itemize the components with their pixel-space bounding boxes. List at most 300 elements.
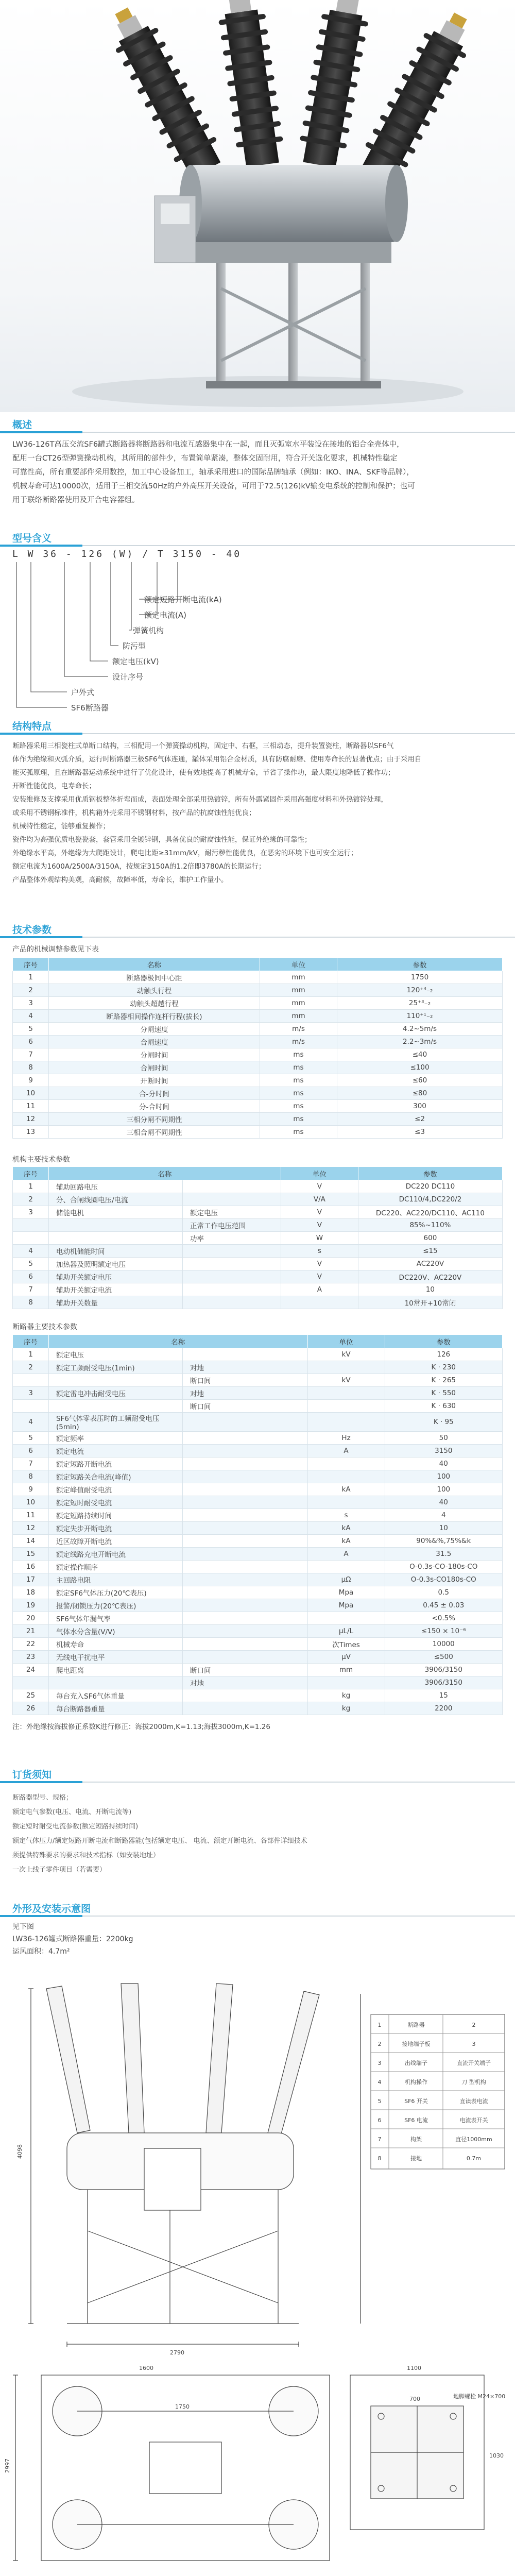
row-index: 5 [13,1023,49,1036]
row-unit: ms [260,1048,337,1061]
table-row [13,1483,503,1496]
dim-label: 2997 [4,2459,11,2473]
row-name: 额定操作顺序 [49,1561,183,1573]
row-unit: A [281,1283,358,1296]
row-name: 合-分时间 [49,1087,260,1100]
mechanical-params-table [12,957,503,1139]
row-name: 每台充入SF6气体重量 [49,1689,183,1702]
row-name: SF6气体年漏气率 [49,1612,183,1625]
model-divider [0,545,515,546]
row-value: ≤3 [337,1126,503,1139]
structure-line: 体作为绝缘和灭弧介质，运行时断路器三极SF6气体连通，罐体采用铝合金材质，具有防腐耐磨、使用寿命长的显著优点；由于采用自 [12,755,422,764]
row-index: 1 [13,971,49,984]
table-row [13,1400,503,1413]
overview-line: 可靠性高，所有重要部件采用数控，加工中心设备加工，轴承采用进口的国际品牌轴承（例如：IKO、INA、SKF等品牌）， [12,468,414,477]
row-unit [307,1676,385,1689]
table3-body [13,1348,503,1715]
row-subname [183,1509,308,1522]
row-value: 3150 [385,1445,502,1458]
row-index: 8 [13,1470,49,1483]
row-index: 3 [13,997,49,1010]
row-value: 120⁺⁴₋₂ [337,984,503,997]
row-index: 17 [13,1573,49,1586]
row-subname [183,1270,281,1283]
row-unit: kV [307,1374,385,1387]
row-value: 1750 [337,971,503,984]
table-row [13,1270,503,1283]
col-header: 参数 [385,1335,502,1348]
table-row [13,1638,503,1651]
row-subname [183,1535,308,1548]
col-header: 单位 [260,958,337,971]
row-unit: Mpa [307,1586,385,1599]
breaker-params-table [12,1334,503,1715]
dim-label: 1750 [175,2403,190,2410]
table-row [13,1522,503,1535]
table-row [13,1586,503,1599]
legend-cell: 3 [472,2041,476,2047]
table-row [13,1074,503,1087]
row-unit [307,1413,385,1432]
row-value: ≤150 × 10⁻⁶ [385,1625,502,1638]
row-value: AC220V [358,1258,502,1270]
table-row [13,1470,503,1483]
col-header: 名称 [49,1335,308,1348]
structure-line: 外绝缘水平高，外绝缘为大爬距设计，爬电比距≥31mm/kV，耐污秽性能优良，在恶劣的环境下也可安全运行； [12,849,358,857]
legend-cell: 直流开关端子 [457,2060,491,2066]
row-name: 额定短路关合电流(峰值) [49,1470,183,1483]
row-unit: m/s [260,1036,337,1048]
row-name: 辅助回路电压 [49,1180,183,1193]
row-unit: A [307,1548,385,1561]
row-name: 额定工频耐受电压(1min) [49,1361,183,1374]
row-value: 10 [385,1522,502,1535]
row-unit: m/s [260,1023,337,1036]
row-name: 三相合闸不同期性 [49,1126,260,1139]
row-name: 辅助开关额定电压 [49,1270,183,1283]
row-name: 近区故障开断电流 [49,1535,183,1548]
model-code: L W 36 - 126 (W) / T 3150 - 40 [12,549,242,560]
row-name: 额定SF6气体压力(20℃表压) [49,1586,183,1599]
row-index [13,1400,49,1413]
row-value: 0.45 ± 0.03 [385,1599,502,1612]
row-subname: 断口间 [183,1664,308,1676]
order-item: 额定短时耐受电流参数(额定短路持续时间) [12,1823,139,1831]
row-unit [307,1361,385,1374]
row-value: 4 [385,1509,502,1522]
row-unit [281,1296,358,1309]
row-name: 气体水分含量(V/V) [49,1625,183,1638]
row-index: 12 [13,1113,49,1126]
row-name [49,1219,183,1232]
overview-line: 配用一台CT26型弹簧操动机构，其所用的部件少，布置简单紧凑，整体交固耐用，符合开关选化要求，机械特性稳定 [12,454,398,463]
row-index: 6 [13,1036,49,1048]
row-name: 额定线路充电开断电流 [49,1548,183,1561]
row-unit: 次Times [307,1638,385,1651]
row-unit: mm [260,971,337,984]
table-row [13,997,503,1010]
structure-title: 结构特点 [12,721,52,732]
install-line: LW36-126罐式断路器重量：2200kg [12,1935,133,1943]
row-unit: V [281,1219,358,1232]
row-value: O-0.3s-CO180s-CO [385,1573,502,1586]
row-subname [183,1348,308,1361]
row-value: 2200 [385,1702,502,1715]
table-row [13,1126,503,1139]
row-index: 16 [13,1561,49,1573]
row-subname [183,1573,308,1586]
row-index: 8 [13,1061,49,1074]
table-row [13,1413,503,1432]
table-row [13,1245,503,1258]
row-subname [183,1470,308,1483]
row-index: 23 [13,1651,49,1664]
row-value: 110⁺¹₋₂ [337,1010,503,1023]
row-unit [307,1400,385,1413]
row-subname [183,1625,308,1638]
install-text [12,1921,503,1958]
row-value: 15 [385,1689,502,1702]
row-name: 合闸速度 [49,1036,260,1048]
row-subname: 功率 [183,1232,281,1245]
row-subname [183,1258,281,1270]
row-index: 10 [13,1496,49,1509]
model-label: 弹簧机构 [133,626,164,635]
row-unit: mm [260,1010,337,1023]
table-row [13,1023,503,1036]
row-index: 11 [13,1100,49,1113]
row-name: 开断时间 [49,1074,260,1087]
legend-cell: 8 [377,2155,382,2162]
model-label: 户外式 [71,688,95,697]
install-line: 运风面积：4.7m² [12,1947,70,1956]
row-subname [183,1702,308,1715]
row-subname: 额定电压 [183,1206,281,1219]
legend-cell: 0.7m [466,2155,482,2162]
model-title: 型号含义 [12,533,52,544]
legend-cell: 刀 型机构 [461,2079,486,2086]
row-value: 2.2~3m/s [337,1036,503,1048]
row-name: 额定雷电冲击耐受电压 [49,1387,183,1400]
row-index: 6 [13,1270,49,1283]
row-value: ≤40 [337,1048,503,1061]
row-unit [307,1458,385,1470]
row-name: 无线电干扰电平 [49,1651,183,1664]
row-index: 21 [13,1625,49,1638]
row-unit: s [281,1245,358,1258]
row-unit: V [281,1258,358,1270]
row-value: ≤500 [385,1651,502,1664]
row-value: K · 265 [385,1374,502,1387]
row-index: 2 [13,984,49,997]
row-value: 600 [358,1232,502,1245]
row-unit [307,1561,385,1573]
legend-cell: 2 [472,2022,476,2028]
row-index: 5 [13,1432,49,1445]
col-header: 序号 [13,958,49,971]
table-row [13,1664,503,1676]
table-row [13,1548,503,1561]
row-index: 4 [13,1245,49,1258]
row-value: 90%&%,75%&k [385,1535,502,1548]
col-header: 参数 [337,958,503,971]
row-subname: 断口间 [183,1400,308,1413]
table-row [13,1296,503,1309]
row-index: 4 [13,1413,49,1432]
model-code-lines [0,549,515,750]
row-name: 分-合时间 [49,1100,260,1113]
table-row [13,1232,503,1245]
row-subname [183,1432,308,1445]
table-row [13,1219,503,1232]
col-header: 序号 [13,1335,49,1348]
table-row [13,1651,503,1664]
row-value: 100 [385,1483,502,1496]
overview-line: 机械寿命可达10000次，适用于三相交流50Hz的户外高压开关设备，可用于72.5(126)kV输变电系统的控制和保护；也可 [12,482,415,490]
table3-caption: 断路器主要技术参数 [12,1323,77,1331]
mechanism-params-table [12,1166,503,1309]
model-label: 设计序号 [112,672,144,682]
overview-divider [0,432,515,433]
order-item: 须提供特殊要求的要求和技术指标（如安装地址） [12,1852,160,1859]
row-name: 分、合闸线圈电压/电流 [49,1193,183,1206]
row-name: 额定频率 [49,1432,183,1445]
row-name [49,1400,183,1413]
row-unit: ms [260,1074,337,1087]
row-value: ≤60 [337,1074,503,1087]
legend-cell: 6 [377,2117,382,2124]
structure-line: 能灭弧原理，且在断路器运动系统中进行了优化设计，使有效地提高了机械寿命，节省了操作功，最大限度地降低了操作功； [12,769,395,777]
structure-line: 额定电流为1600A/2500A/3150A，按规定3150A的1.2倍即3780A的长期运行； [12,862,266,871]
altitude-note: 注：外绝缘按海拔修正系数K进行修正：海拔2000m,K=1.13;海拔3000m,K=1.26 [12,1723,270,1731]
row-unit: kA [307,1535,385,1548]
row-value: ≤15 [358,1245,502,1258]
table-row [13,1100,503,1113]
row-unit: ms [260,1061,337,1074]
row-name: 额定电流 [49,1445,183,1458]
row-index: 7 [13,1283,49,1296]
row-unit: μΩ [307,1573,385,1586]
row-value: 50 [385,1432,502,1445]
row-unit: ms [260,1113,337,1126]
row-name: 三相分闸不同期性 [49,1113,260,1126]
row-subname [183,1612,308,1625]
table-row [13,1206,503,1219]
row-value: K · 630 [385,1400,502,1413]
table-row [13,1361,503,1374]
install-divider [0,1916,515,1917]
tech-title: 技术参数 [12,924,52,936]
row-unit: μV [307,1651,385,1664]
row-value: O-0.3s-CO-180s-CO [385,1561,502,1573]
row-value: ≤80 [337,1087,503,1100]
row-index: 20 [13,1612,49,1625]
row-name: 额定短路持续时间 [49,1509,183,1522]
table-row [13,1561,503,1573]
row-value: ≤100 [337,1061,503,1074]
row-index: 9 [13,1074,49,1087]
structure-line: 开断性能优良，电寿命长； [12,782,96,790]
row-subname [183,1638,308,1651]
row-name: 主回路电阻 [49,1573,183,1586]
table-row [13,1458,503,1470]
row-unit: W [281,1232,358,1245]
row-subname [183,1445,308,1458]
row-index [13,1219,49,1232]
row-subname [183,1548,308,1561]
row-index: 7 [13,1048,49,1061]
table2-caption: 机构主要技术参数 [12,1156,70,1164]
table-row [13,1010,503,1023]
row-subname: 正常工作电压范围 [183,1219,281,1232]
row-value: DC220V、AC220V [358,1270,502,1283]
legend-cell: 接地端子板 [402,2041,431,2047]
row-name [49,1232,183,1245]
row-name: 辅助开关额定电流 [49,1283,183,1296]
row-value: 100 [385,1470,502,1483]
table-row [13,1702,503,1715]
legend-cell: SF6 开关 [404,2098,428,2105]
row-name: 加热器及照明额定电压 [49,1258,183,1270]
row-index: 11 [13,1509,49,1522]
row-name: 断路器极间中心距 [49,971,260,984]
legend-cell: 1 [377,2022,382,2028]
row-index: 2 [13,1361,49,1374]
install-line: 见下图 [12,1923,34,1931]
row-value: 3906/3150 [385,1664,502,1676]
row-name: SF6气体零表压时的工频耐受电压(5min) [49,1413,183,1432]
row-name: 额定电压 [49,1348,183,1361]
dim-label: 地脚螺栓 M24×700 [453,2393,506,2400]
row-unit: μL/L [307,1625,385,1638]
table-row [13,1599,503,1612]
row-value: 0.5 [385,1586,502,1599]
row-value: 300 [337,1100,503,1113]
table-row [13,1496,503,1509]
breaker-illustration [0,0,515,412]
row-index: 8 [13,1296,49,1309]
row-index [13,1676,49,1689]
row-name: 额定峰值耐受电流 [49,1483,183,1496]
structure-line: 机械特性稳定，能够重复操作； [12,822,110,831]
row-index: 4 [13,1010,49,1023]
row-unit: ms [260,1087,337,1100]
row-unit [307,1496,385,1509]
row-name: 爬电距离 [49,1664,183,1676]
row-unit [307,1612,385,1625]
row-subname: 对地 [183,1676,308,1689]
structure-line: 安装维修及支撑采用优质钢板整体折弯而成，表面处理全部采用热镀锌，所有外露紧固件采用高强度材料和外热镀锌处理， [12,795,388,804]
table-row [13,1625,503,1638]
row-unit: Mpa [307,1599,385,1612]
legend-cell: 7 [377,2136,382,2143]
table-row [13,984,503,997]
table-row [13,1061,503,1074]
row-value: K · 230 [385,1361,502,1374]
table-row [13,1048,503,1061]
order-item: 额定气体压力/额定短路开断电流和断路器能(包括额定电压、 电流、额定开断电流、各部件详细技术 [12,1837,307,1845]
row-unit: V [281,1180,358,1193]
row-unit: mm [307,1664,385,1676]
row-index: 24 [13,1664,49,1676]
table-row [13,1445,503,1458]
order-item: 断路器型号、规格； [12,1794,73,1802]
structure-text [12,739,503,887]
row-index: 18 [13,1586,49,1599]
dim-label: 700 [409,2396,420,2402]
col-header: 名称 [49,958,260,971]
row-name: 每台断路器重量 [49,1702,183,1715]
outline-drawing [0,1963,515,2576]
row-name: 电动机储能时间 [49,1245,183,1258]
legend-cell: 接地 [410,2155,422,2162]
legend-cell: 断路器 [407,2022,425,2028]
row-unit [307,1387,385,1400]
row-subname [183,1586,308,1599]
table-row [13,1689,503,1702]
structure-line: 瓷件均为高强优质电瓷瓷套，套管采用全镀锌钢，具备优良的耐腐蚀性能，保证外绝缘的可靠性； [12,836,312,844]
row-name: 分闸时间 [49,1048,260,1061]
row-index: 9 [13,1483,49,1496]
legend-cell: 5 [377,2098,382,2105]
row-index: 7 [13,1458,49,1470]
table-row [13,1036,503,1048]
row-subname [183,1458,308,1470]
table-row [13,1193,503,1206]
row-unit [307,1470,385,1483]
row-subname [183,1522,308,1535]
row-unit: mm [260,984,337,997]
row-subname: 断口间 [183,1374,308,1387]
table-row [13,1432,503,1445]
table1-caption: 产品的机械调整参数见下表 [12,945,99,954]
row-subname [183,1193,281,1206]
row-index: 26 [13,1702,49,1715]
row-name: 机械寿命 [49,1638,183,1651]
row-subname: 对地 [183,1361,308,1374]
row-name: 分闸速度 [49,1023,260,1036]
table-row [13,1612,503,1625]
col-header: 序号 [13,1167,49,1180]
row-subname [183,1245,281,1258]
row-index [13,1374,49,1387]
row-unit: ms [260,1100,337,1113]
table-row [13,1535,503,1548]
row-subname [183,1651,308,1664]
row-subname: 对地 [183,1387,308,1400]
model-label: 额定电流(A) [144,611,186,620]
row-value: 10 [358,1283,502,1296]
row-index: 1 [13,1348,49,1361]
overview-text [12,438,503,507]
legend-cell: 出线端子 [405,2060,427,2066]
row-value: 4.2~5m/s [337,1023,503,1036]
row-value: 10常开+10常闭 [358,1296,502,1309]
dim-label: 1100 [407,2365,421,2371]
row-value: ≤2 [337,1113,503,1126]
row-subname [183,1561,308,1573]
row-unit: V [281,1270,358,1283]
table-row [13,1258,503,1270]
table-row [13,1087,503,1100]
tech-divider [0,937,515,938]
row-value: 40 [385,1496,502,1509]
row-index: 15 [13,1548,49,1561]
install-title: 外形及安装示意图 [12,1903,91,1914]
row-subname [183,1283,281,1296]
row-value: DC110/4,DC220/2 [358,1193,502,1206]
row-value: 126 [385,1348,502,1361]
